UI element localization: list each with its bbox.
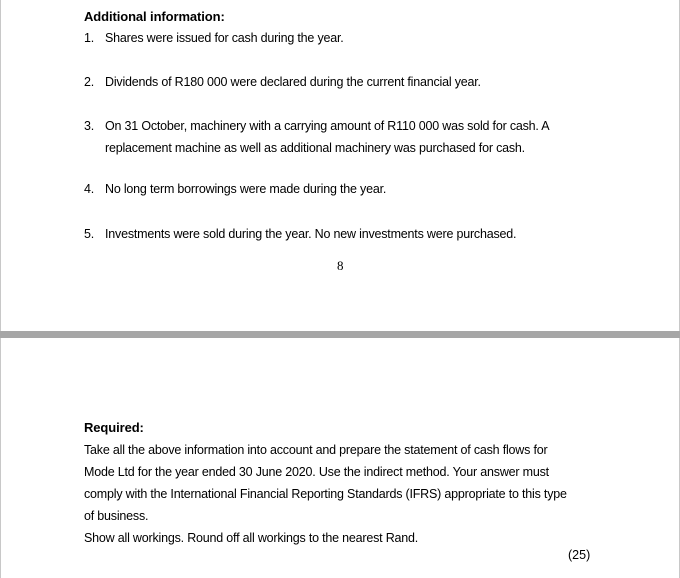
list-item-number: 4.	[84, 182, 95, 196]
required-line: Show all workings. Round off all workings to the nearest Rand.	[84, 531, 419, 545]
list-item-number: 3.	[84, 119, 95, 133]
list-item-text: Investments were sold during the year. No new investments were purchased.	[105, 227, 517, 241]
total-marks: (25)	[568, 548, 591, 562]
required-line: Mode Ltd for the year ended 30 June 2020. Use the indirect method. Your answer must	[84, 465, 549, 479]
page-break-gap	[0, 331, 680, 338]
list-item-number: 1.	[84, 31, 95, 45]
list-item-number: 2.	[84, 75, 95, 89]
list-item-text: replacement machine as well as additional machinery was purchased for cash.	[105, 141, 525, 155]
list-item-text: Dividends of R180 000 were declared during the current financial year.	[105, 75, 481, 89]
list-item-text: No long term borrowings were made during the year.	[105, 182, 387, 196]
page-number: 8	[337, 258, 344, 273]
required-line: comply with the International Financial Reporting Standards (IFRS) appropriate to this type	[84, 487, 567, 501]
list-item-text: Shares were issued for cash during the year.	[105, 31, 344, 45]
list-item-number: 5.	[84, 227, 95, 241]
required-line: Take all the above information into account and prepare the statement of cash flows for	[84, 443, 548, 457]
list-item-text: On 31 October, machinery with a carrying amount of R110 000 was sold for cash. A	[105, 119, 550, 133]
required-line: of business.	[84, 509, 149, 523]
required-heading: Required:	[84, 420, 144, 435]
additional-information-heading: Additional information:	[84, 9, 225, 24]
